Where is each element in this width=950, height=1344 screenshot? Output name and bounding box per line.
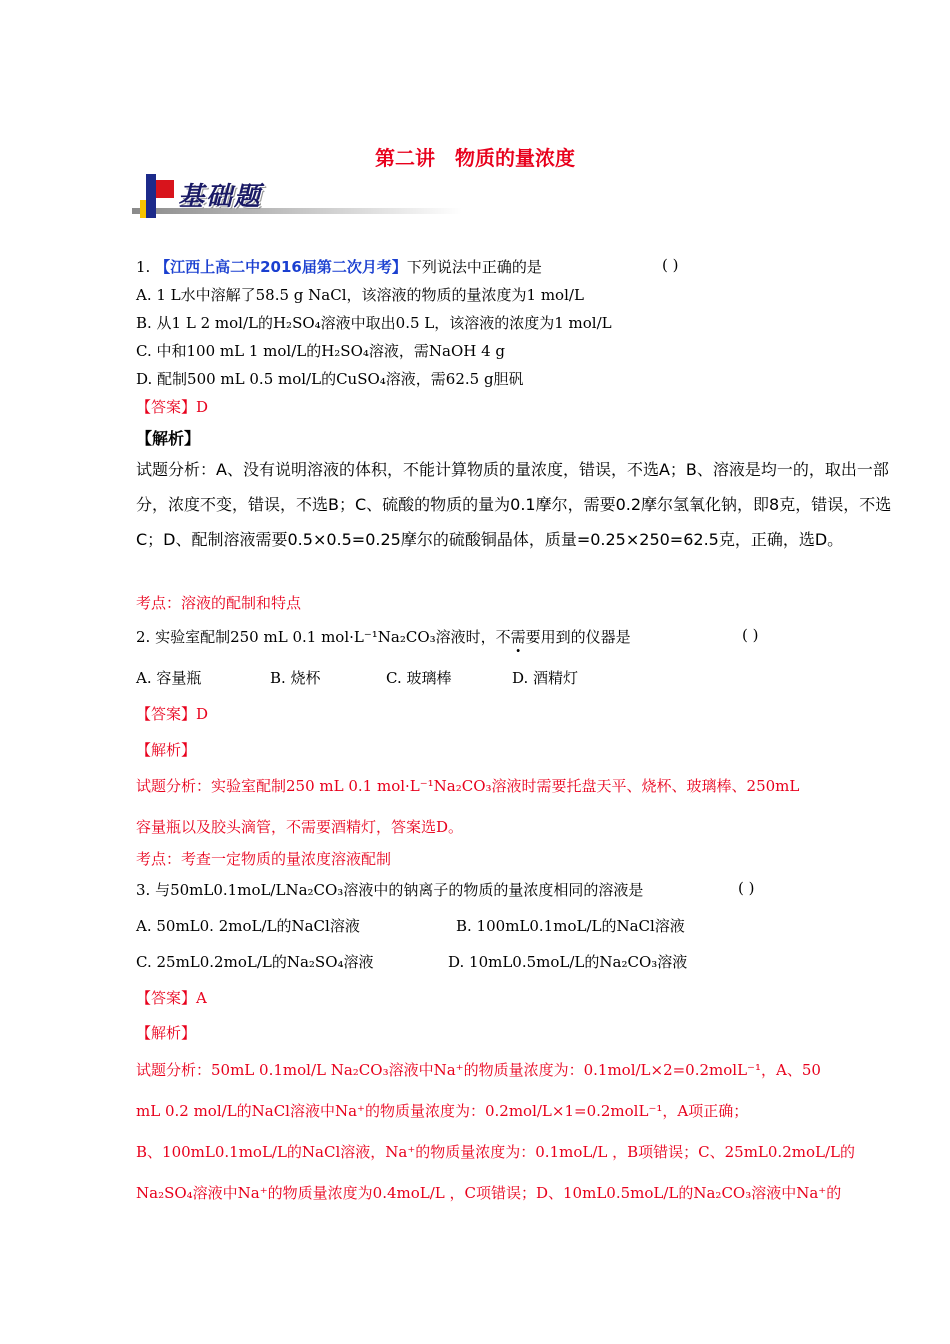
q2-option-d: D. 酒精灯: [512, 669, 579, 687]
q1-option-a: A. 1 L水中溶解了58.5 g NaCl，该溶液的物质的量浓度为1 mol/L: [136, 286, 584, 304]
q2-stem-emph: 不需要: [495, 628, 541, 646]
q2-stem: [136, 626, 631, 647]
title-part2: 物质的量浓度: [455, 146, 575, 170]
q2-option-c: C. 玻璃棒: [386, 669, 452, 687]
q2-stem-before: 实验室配制250 mL 0.1 mol·L⁻¹Na₂CO₃溶液时，: [155, 628, 496, 646]
banner-label: 基础题: [178, 182, 263, 212]
q3-option-a: A. 50mL0. 2moL/L的NaCl溶液: [136, 917, 360, 935]
q3-paren: ( ): [738, 879, 755, 897]
q3-option-c: C. 25mL0.2moL/L的Na₂SO₄溶液: [136, 953, 374, 971]
q2-analysis-line1: 试题分析：实验室配制250 mL 0.1 mol·L⁻¹Na₂CO₃溶液时需要托盘天平、烧杯、玻璃棒、250mL: [136, 777, 800, 795]
page-title: [0, 142, 950, 171]
q3-answer-label: 【答案】: [136, 989, 197, 1007]
q3-analysis-line1: 试题分析：50mL 0.1mol/L Na₂CO₃溶液中Na⁺的物质量浓度为：0.1mol/L×2=0.2molL⁻¹，A、50: [136, 1061, 821, 1079]
q1-option-b: B. 从1 L 2 mol/L的H₂SO₄溶液中取出0.5 L，该溶液的浓度为1 mol/L: [136, 314, 612, 332]
q2-answer-label: 【答案】: [136, 705, 197, 723]
q3-option-b: B. 100mL0.1moL/L的NaCl溶液: [456, 917, 685, 935]
q1-answer: [136, 396, 208, 417]
q1-option-d: D. 配制500 mL 0.5 mol/L的CuSO₄溶液，需62.5 g胆矾: [136, 370, 524, 388]
q2-answer-value: D: [196, 705, 209, 723]
q1-kaodian: 考点：溶液的配制和特点: [136, 594, 302, 612]
q3-answer-value: A: [196, 989, 207, 1007]
q3-answer: [136, 987, 207, 1008]
q1-option-c: C. 中和100 mL 1 mol/L的H₂SO₄溶液，需NaOH 4 g: [136, 342, 506, 360]
q3-stem-text: 与50mL0.1moL/LNa₂CO₃溶液中的钠离子的物质的量浓度相同的溶液是: [155, 881, 644, 899]
q2-analysis-line2: 容量瓶以及胶头滴管，不需要酒精灯，答案选D。: [136, 818, 464, 836]
q3-analysis-label: 【解析】: [136, 1024, 197, 1042]
q3-number: 3.: [136, 881, 151, 899]
q2-option-b: B. 烧杯: [270, 669, 321, 687]
q1-answer-value: D: [196, 398, 209, 416]
q1-stem-text: 下列说法中正确的是: [406, 258, 542, 276]
q2-stem-after: 用到的仪器是: [540, 628, 631, 646]
q3-analysis-line4: Na₂SO₄溶液中Na⁺的物质量浓度为0.4moL/L ，C项错误；D、10mL0.5moL/L的Na₂CO₃溶液中Na⁺的: [136, 1184, 842, 1202]
q3-option-d: D. 10mL0.5moL/L的Na₂CO₃溶液: [448, 953, 688, 971]
q2-answer: [136, 703, 208, 724]
q1-number: 1.: [136, 258, 151, 276]
q3-analysis-line3: B、100mL0.1moL/L的NaCl溶液，Na⁺的物质量浓度为：0.1moL/L ，B项错误；C、25mL0.2moL/L的: [136, 1143, 855, 1161]
q2-analysis-label: 【解析】: [136, 741, 197, 759]
q2-option-a: A. 容量瓶: [136, 669, 202, 687]
q2-number: 2.: [136, 628, 151, 646]
q2-paren: ( ): [742, 626, 759, 644]
q3-stem: [136, 879, 643, 900]
title-part1: 第二讲: [375, 146, 435, 170]
q1-analysis-label: 【解析】: [136, 429, 201, 448]
banner-blue-square: [146, 174, 156, 218]
q1-analysis: 试题分析：A、没有说明溶液的体积，不能计算物质的量浓度，错误，不选A；B、溶液是均一的，取出一部分，浓度不变，错误，不选B；C、硫酸的物质的量为0.1摩尔，需要0.2摩尔氢氧化钠，即8克，错误，不选C；D、配制溶液需要0.5×0.5=0.25摩尔的硫酸铜晶体，质量=0.25×250=62.5克，正确，选D。: [136, 460, 892, 549]
q1-answer-label: 【答案】: [136, 398, 197, 416]
q1-paren: ( ): [662, 256, 679, 274]
q1-stem: [136, 256, 542, 277]
q3-analysis-line2: mL 0.2 mol/L的NaCl溶液中Na⁺的物质量浓度为：0.2mol/L×1=0.2molL⁻¹，A项正确；: [136, 1102, 749, 1120]
q1-source: 【江西上高二中2016届第二次月考】: [155, 258, 407, 276]
q2-kaodian: 考点：考查一定物质的量浓度溶液配制: [136, 850, 392, 868]
banner-red-square: [156, 180, 174, 198]
section-banner: [132, 170, 462, 222]
